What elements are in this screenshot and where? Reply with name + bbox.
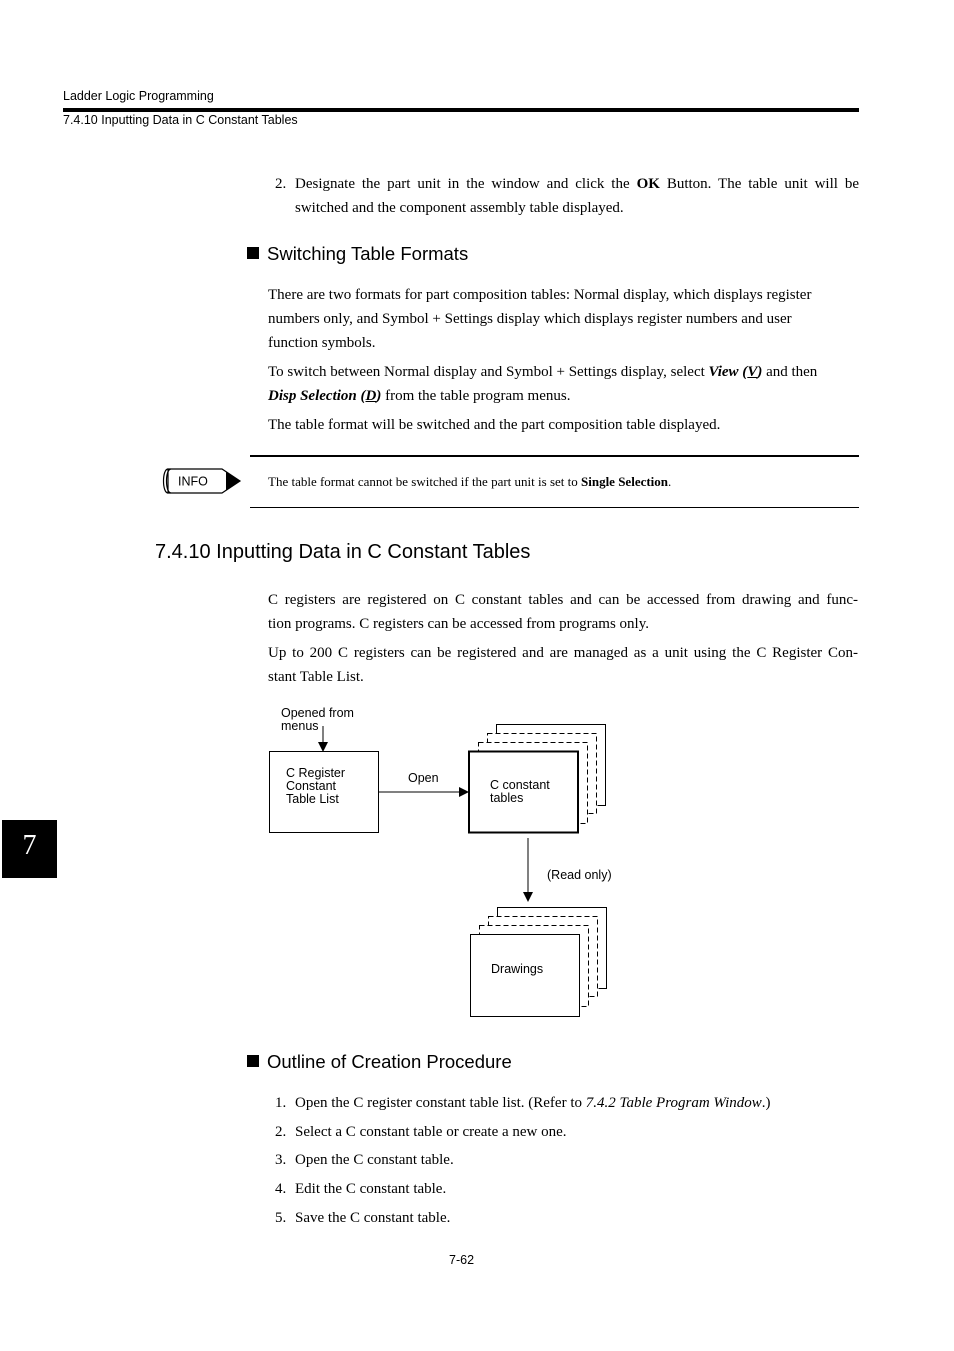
info-note: The table format cannot be switched if the part unit is set to Single Selection. bbox=[268, 474, 672, 489]
switching-paragraph-3: The table format will be switched and the part composition table displayed. bbox=[268, 417, 721, 433]
page-number: 7-62 bbox=[449, 1253, 475, 1267]
drawings-label: Drawings bbox=[491, 962, 544, 976]
step-line-2: switched and the component assembly table displayed. bbox=[295, 200, 624, 216]
disp-selection-menu-ref: Disp Selection (D) bbox=[268, 388, 382, 404]
switching-heading: Switching Table Formats bbox=[247, 243, 468, 265]
section-paragraph-1: C registers are registered on C constant tables and can be accessed from drawing and func- tion programs. C registers can be accessed from programs only. bbox=[268, 592, 858, 632]
outline-heading: Outline of Creation Procedure bbox=[247, 1051, 512, 1073]
procedure-step: 5. Save the C constant table. bbox=[275, 1210, 451, 1226]
cross-reference: 7.4.2 Table Program Window bbox=[585, 1095, 762, 1111]
running-header-title: Ladder Logic Programming bbox=[63, 89, 214, 103]
switching-paragraph-2: To switch between Normal display and Symbol + Settings display, select View (V) and then Disp Selection (D) from the table program menus. bbox=[268, 364, 818, 404]
section-heading: 7.4.10 Inputting Data in C Constant Tables bbox=[155, 541, 531, 563]
info-icon-label: INFO bbox=[178, 474, 208, 489]
procedure-step: 3. Open the C constant table. bbox=[275, 1152, 454, 1168]
open-label: Open bbox=[408, 771, 439, 785]
read-only-label: (Read only) bbox=[547, 868, 612, 882]
view-menu-ref: View (V) bbox=[708, 364, 763, 380]
chapter-tab: 7 bbox=[2, 820, 57, 878]
opened-from-label: Opened from menus bbox=[281, 706, 354, 733]
step-line-1: Designate the part unit in the window and click the OK Button. The table unit will be bbox=[295, 176, 860, 192]
procedure-step: 1. Open the C register constant table list. (Refer to 7.4.2 Table Program Window.) bbox=[275, 1095, 771, 1111]
procedure-step: 2. Select a C constant table or create a new one. bbox=[275, 1124, 567, 1140]
section-paragraph-2: Up to 200 C registers can be registered and are managed as a unit using the C Register Con- stant Table List. bbox=[268, 645, 858, 685]
running-header-subtitle: 7.4.10 Inputting Data in C Constant Tables bbox=[63, 113, 298, 127]
ok-button-ref: OK bbox=[636, 176, 660, 192]
table-list-label: C Register Constant Table List bbox=[286, 766, 346, 806]
step-number: 2. bbox=[275, 176, 287, 192]
procedure-step: 4. Edit the C constant table. bbox=[275, 1181, 447, 1197]
square-bullet-icon bbox=[247, 1055, 259, 1067]
c-constant-tables-label: C constant tables bbox=[490, 778, 550, 805]
switching-paragraph-1: There are two formats for part composition tables: Normal display, which displays register numbers only, and Symbol + Settings display which displays register numbers and user function symbols. bbox=[268, 287, 812, 351]
